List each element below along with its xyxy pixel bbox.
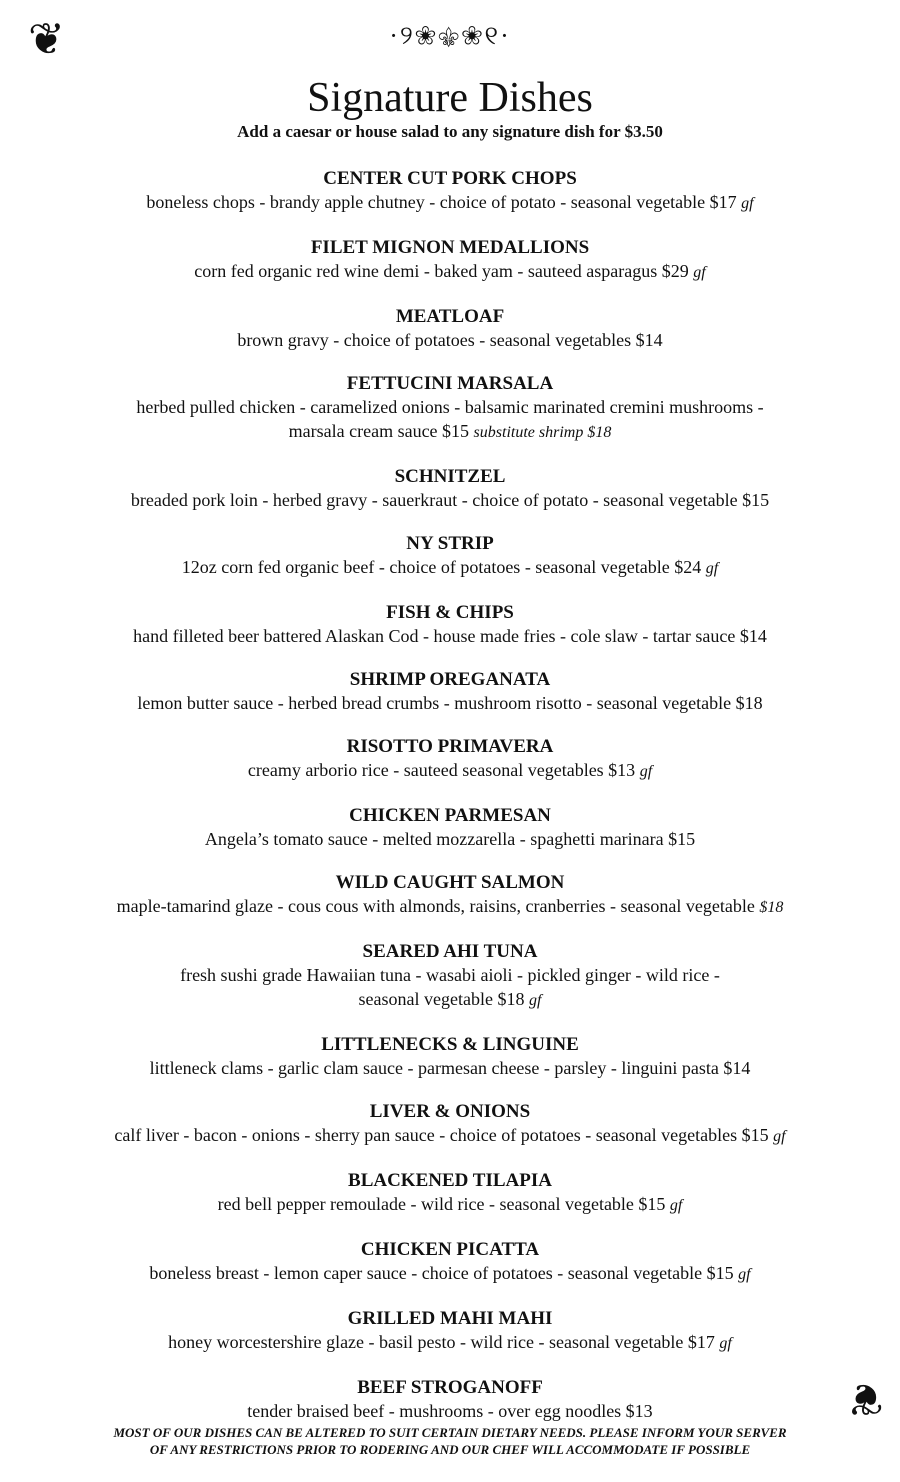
dish-name: FISH & CHIPS [386,602,514,623]
dish-item [0,805,900,851]
dish-description [0,987,900,1013]
dish-description-text: lemon butter sauce - herbed bread crumbs - mushroom risotto - seasonal vegetable $18 [137,693,763,713]
dish-description [0,624,900,648]
footer-line: MOST OF OUR DISHES CAN BE ALTERED TO SUIT CERTAIN DIETARY NEEDS. PLEASE INFORM YOUR SERVER [113,1425,787,1440]
dish-description-text: fresh sushi grade Hawaiian tuna - wasabi aioli - pickled ginger - wild rice - [180,965,720,985]
dish-item [0,941,900,1013]
dish-name: FILET MIGNON MEDALLIONS [310,237,590,258]
dish-name: CENTER CUT PORK CHOPS [323,168,577,189]
dish-note: gf [705,560,719,577]
dish-description [0,1123,900,1149]
dish-description [0,1056,900,1080]
dish-item [0,1374,900,1423]
dish-description [0,395,900,419]
dish-name: SEARED AHI TUNA [362,941,538,962]
dish-description [0,488,900,512]
dish-name: CHICKEN PICATTA [360,1239,540,1260]
dish-description-text: breaded pork loin - herbed gravy - sauerkraut - choice of potato - seasonal vegetable $15 [130,490,770,510]
page-subtitle: Add a caesar or house salad to any signature dish for $3.50 [237,122,663,141]
dish-description-text: hand filleted beer battered Alaskan Cod - house made fries - cole slaw - tartar sauce $14 [133,626,767,646]
dish-name: BLACKENED TILAPIA [348,1170,552,1191]
dish-description [0,691,900,715]
dish-description [0,758,900,784]
dish-description-text: seasonal vegetable $18 [358,989,525,1009]
dish-name: CHICKEN PARMESAN [349,805,551,826]
dish-item [0,1239,900,1287]
dish-description-text: 12oz corn fed organic beef - choice of potatoes - seasonal vegetable $24 [181,557,702,577]
dietary-footer [0,1424,900,1458]
ornament-corner-icon: ❦ [847,1374,884,1423]
dish-item [0,306,900,352]
dish-item [0,1101,900,1149]
dish-name: MEATLOAF [395,306,505,327]
dish-description [0,827,900,851]
dish-name: FETTUCINI MARSALA [346,373,554,394]
dish-description-text: boneless chops - brandy apple chutney - choice of potato - seasonal vegetable $17 [146,192,737,212]
dish-item [0,872,900,920]
dish-description [0,190,900,216]
dish-description [0,1192,900,1218]
dish-description-text: brown gravy - choice of potatoes - seasonal vegetables $14 [237,330,663,350]
dish-item [0,669,900,715]
dish-description [0,963,900,987]
dish-item [0,168,900,216]
dish-description-text: littleneck clams - garlic clam sauce - parmesan cheese - parsley - linguini pasta $14 [149,1058,751,1078]
page-title: Signature Dishes [307,75,593,121]
dish-item [0,237,900,285]
dish-description-text: Angela’s tomato sauce - melted mozzarella - spaghetti marinara $15 [204,829,696,849]
dish-description [0,259,900,285]
ornament-flourish-icon: ·୨❀⚜❀୧· [389,21,511,50]
dish-note: gf [773,1128,786,1145]
dish-name: WILD CAUGHT SALMON [335,872,565,893]
dish-description-text: calf liver - bacon - onions - sherry pan sauce - choice of potatoes - seasonal vegetables $15 [114,1125,769,1145]
dish-name: BEEF STROGANOFF [357,1377,543,1398]
dish-description-text: herbed pulled chicken - caramelized onions - balsamic marinated cremini mushrooms - [136,397,764,417]
dish-description-text: honey worcestershire glaze - basil pesto - wild rice - seasonal vegetable $17 [168,1332,715,1352]
dish-description [0,1261,900,1287]
dish-description-text: red bell pepper remoulade - wild rice - seasonal vegetable $15 [217,1194,666,1214]
dish-name: LITTLENECKS & LINGUINE [321,1034,579,1055]
dish-description [0,1399,900,1423]
footer-line: OF ANY RESTRICTIONS PRIOR TO RODERING AND OUR CHEF WILL ACCOMMODATE IF POSSIBLE [149,1442,751,1457]
dish-description [0,1330,900,1356]
dish-description [0,894,900,920]
dish-description [0,419,900,445]
ornament-corner-icon: ❦ [28,15,65,64]
dish-note: gf [738,1266,751,1283]
dish-item [0,1308,900,1356]
dish-description [0,328,900,352]
dish-name: RISOTTO PRIMAVERA [346,736,554,757]
dish-description-text: creamy arborio rice - sauteed seasonal vegetables $13 [247,760,636,780]
dish-name: SHRIMP OREGANATA [349,669,551,690]
dish-name: LIVER & ONIONS [369,1101,531,1122]
dish-description [0,555,900,581]
dish-item [0,1170,900,1218]
dish-item [0,736,900,784]
dish-note: gf [719,1335,732,1352]
dish-name: GRILLED MAHI MAHI [347,1308,553,1329]
dish-list [0,168,900,1444]
dish-item [0,533,900,581]
dish-name: SCHNITZEL [394,466,506,487]
dish-item [0,602,900,648]
dish-description-text: corn fed organic red wine demi - baked yam - sauteed asparagus $29 [194,261,689,281]
dish-name: NY STRIP [406,533,494,554]
dish-description-text: tender braised beef - mushrooms - over egg noodles $13 [247,1401,653,1421]
dish-description-text: maple-tamarind glaze - cous cous with almonds, raisins, cranberries - seasonal vegetable [116,896,760,916]
dish-note: gf [693,264,706,281]
dish-item [0,466,900,512]
dish-note: $18 [759,899,784,916]
dish-description-text: marsala cream sauce $15 [288,421,470,441]
dish-note: gf [528,992,542,1009]
dish-note: gf [669,1197,683,1214]
dish-note: substitute shrimp $18 [473,424,612,441]
dish-description-text: boneless breast - lemon caper sauce - choice of potatoes - seasonal vegetable $15 [149,1263,734,1283]
dish-note: gf [639,763,653,780]
dish-item [0,1034,900,1080]
dish-note: gf [741,195,754,212]
dish-item [0,373,900,445]
